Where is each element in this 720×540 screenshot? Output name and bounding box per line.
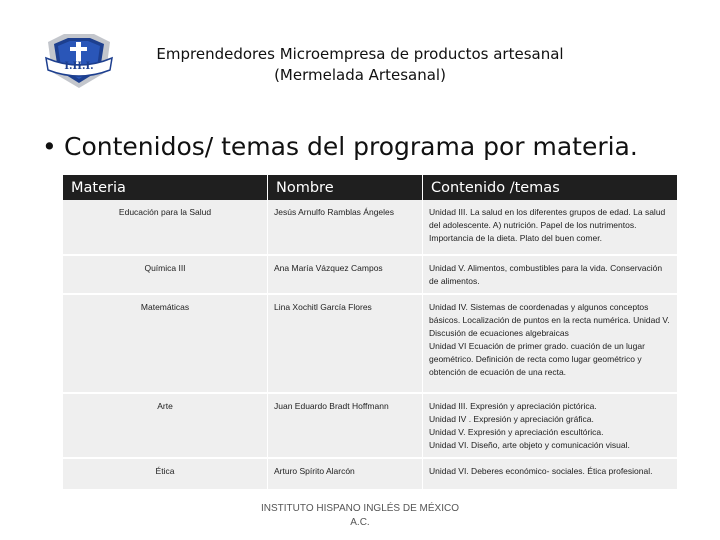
content-cell: Unidad VI. Deberes económico- sociales. Ética profesional. (423, 459, 677, 491)
logo-text: I.H.I. (64, 61, 94, 72)
subject-text: Arte (157, 401, 173, 411)
bullet-text: Contenidos/ temas del programa por materia. (64, 132, 638, 161)
subject-cell (63, 295, 268, 394)
column-header-nombre: Nombre (268, 175, 423, 200)
school-logo (40, 28, 118, 92)
table-row (63, 394, 677, 459)
footer-line-2: A.C. (350, 517, 370, 528)
subject-cell (63, 459, 268, 491)
subject-text: Educación para la Salud (118, 207, 212, 217)
title-line-2: (Mermelada Artesanal) (274, 66, 446, 84)
teacher-cell: Lina Xochitl García Flores (268, 295, 423, 394)
subject-text: Ética (155, 466, 175, 476)
teacher-cell: Juan Eduardo Bradt Hoffmann (268, 394, 423, 459)
bullet-icon: • (42, 132, 57, 161)
column-header-contenido: Contenido /temas (423, 175, 677, 200)
subject-cell (63, 394, 268, 459)
content-cell: Unidad III. Expresión y apreciación pictórica. Unidad IV . Expresión y apreciación gráfica. Unidad V. Expresión y apreciación escultórica. Unidad VI. Diseño, arte objeto y comunicación visual. (423, 394, 677, 459)
table-row (63, 256, 677, 295)
subject-cell (63, 256, 268, 295)
subject-cell (63, 200, 268, 256)
program-table (63, 175, 677, 491)
teacher-cell: Arturo Spírito Alarcón (268, 459, 423, 491)
teacher-cell: Ana María Vázquez Campos (268, 256, 423, 295)
subject-text: Matemáticas (140, 302, 190, 312)
subject-text: Química III (144, 263, 186, 273)
bullet-heading (42, 132, 712, 161)
content-cell: Unidad IV. Sistemas de coordenadas y algunos conceptos básicos. Localización de puntos en la recta numérica. Unidad V. Discusión de ecuaciones algebraicas Unidad VI Ecuación de primer grado. cuación de un lugar geométrico. Definición de recta como lugar geométrico y obtención de ecuación de una recta. (423, 295, 677, 394)
table-row (63, 295, 677, 394)
page-title (120, 44, 600, 86)
teacher-cell: Jesús Arnulfo Ramblas Ángeles (268, 200, 423, 256)
title-line-1: Emprendedores Microempresa de productos artesanal (156, 45, 564, 63)
footer-line-1: INSTITUTO HISPANO INGLÉS DE MÉXICO (261, 503, 459, 514)
institution-footer (240, 502, 480, 530)
content-cell: Unidad V. Alimentos, combustibles para la vida. Conservación de alimentos. (423, 256, 677, 295)
table-row (63, 459, 677, 491)
table-row (63, 200, 677, 256)
content-cell: Unidad III. La salud en los diferentes grupos de edad. La salud del adolescente. A) nutrición. Papel de los nutrimentos. Importancia de la dieta. Plato del buen comer. (423, 200, 677, 256)
column-header-materia: Materia (63, 175, 268, 200)
table-header-row (63, 175, 677, 200)
